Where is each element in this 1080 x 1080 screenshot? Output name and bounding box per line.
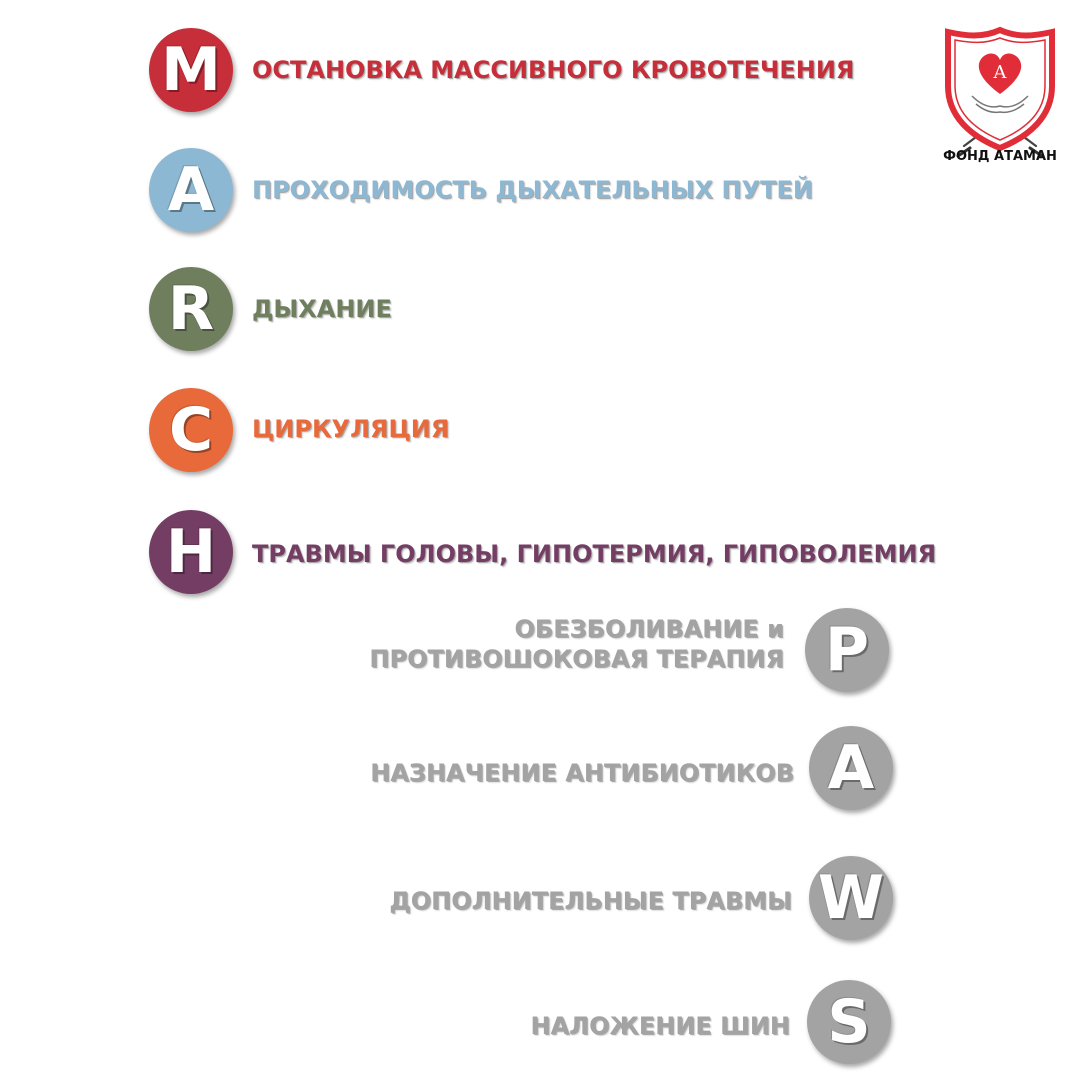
- march-m-label: ОСТАНОВКА МАССИВНОГО КРОВОТЕЧЕНИЯ: [252, 56, 855, 84]
- paws-s-label: НАЛОЖЕНИЕ ШИН: [530, 1012, 790, 1040]
- march-h-letter: H: [165, 517, 217, 587]
- paws-s-letter: S: [827, 987, 871, 1057]
- march-m-letter: M: [161, 35, 221, 105]
- logo-title: ФОНД АТАМАН: [943, 149, 1057, 164]
- march-c-letter: C: [168, 395, 214, 465]
- paws-s-badge: [807, 980, 891, 1064]
- paws-p-label: [369, 614, 784, 674]
- march-r-badge: [149, 267, 233, 351]
- paws-p-letter: P: [825, 615, 869, 685]
- paws-p-badge: [805, 608, 889, 692]
- march-c-badge: [149, 388, 233, 472]
- paws-p-label-line1: ОБЕЗБОЛИВАНИЕ и: [514, 615, 784, 643]
- march-h-label: ТРАВМЫ ГОЛОВЫ, ГИПОТЕРМИЯ, ГИПОВОЛЕМИЯ: [252, 540, 937, 568]
- paws-w-badge: [809, 856, 893, 940]
- paws-a-letter: A: [827, 733, 875, 803]
- paws-a-badge: [809, 726, 893, 810]
- paws-a-label: НАЗНАЧЕНИЕ АНТИБИОТИКОВ: [370, 759, 794, 787]
- paws-w-label: ДОПОЛНИТЕЛЬНЫЕ ТРАВМЫ: [389, 887, 792, 915]
- march-m-badge: [149, 28, 233, 112]
- paws-w-letter: W: [817, 863, 885, 933]
- march-a-label: ПРОХОДИМОСТЬ ДЫХАТЕЛЬНЫХ ПУТЕЙ: [252, 176, 813, 204]
- paws-p-label-line2: ПРОТИВОШОКОВАЯ ТЕРАПИЯ: [369, 645, 784, 673]
- march-a-letter: A: [167, 155, 215, 225]
- march-r-letter: R: [167, 274, 215, 344]
- logo-emblem-letter: А: [993, 62, 1007, 83]
- march-h-badge: [149, 510, 233, 594]
- march-c-label: ЦИРКУЛЯЦИЯ: [252, 415, 450, 443]
- march-a-badge: [149, 148, 233, 232]
- march-r-label: ДЫХАНИЕ: [252, 295, 392, 323]
